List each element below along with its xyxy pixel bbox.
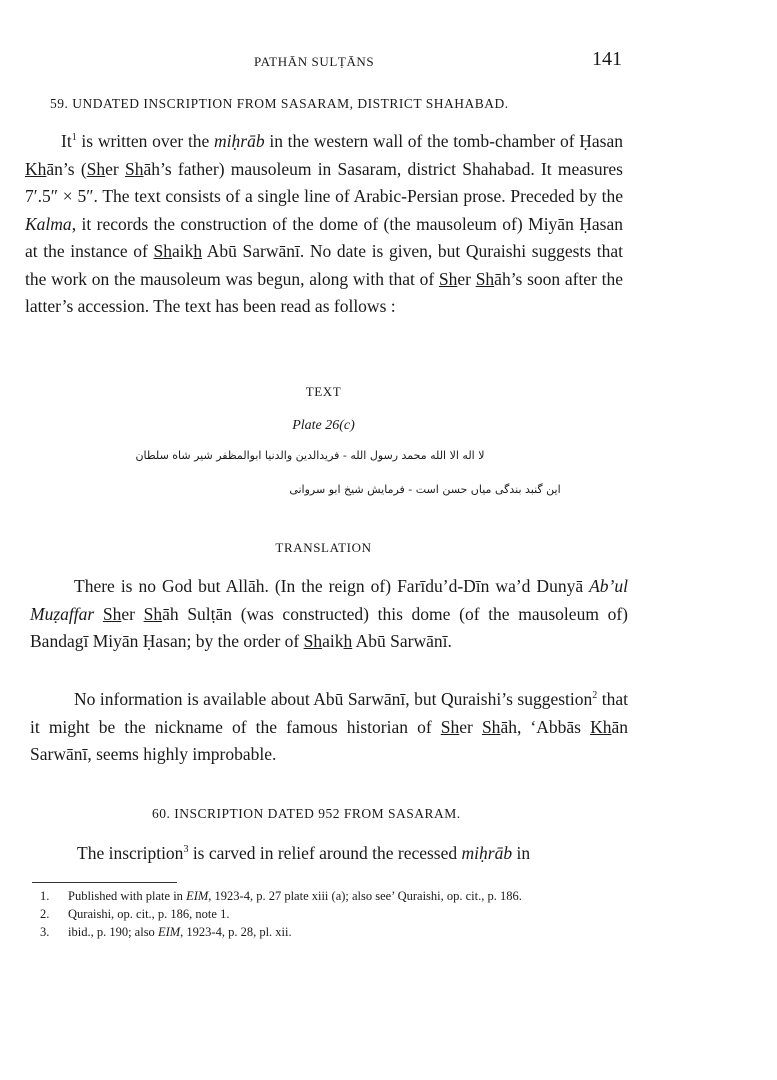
footnote-ref-1: 1 bbox=[71, 132, 77, 144]
footnote-2: 2. Quraishi, op. cit., p. 186, note 1. bbox=[40, 907, 230, 921]
section-60-heading: 60. INSCRIPTION DATED 952 FROM SASARAM. bbox=[152, 806, 461, 821]
text-label: TEXT bbox=[305, 384, 342, 399]
footnote-ref-2: 2 bbox=[592, 690, 598, 702]
section-59-heading: 59. UNDATED INSCRIPTION FROM SASARAM, DISTRICT SHAHABAD. bbox=[50, 96, 509, 111]
translation-paragraph: There is no God but Allāh. (In the reign of) Farīdu’d-Dīn wa’d Dunyā Ab’ul Muẓaffar Sher Shāh Sulṭān (was constructed) this dome (of the mausoleum of) Bandagī Miyān Ḥasan; by the order of Shaikh Abū Sarwānī. bbox=[30, 576, 629, 651]
arabic-text-line-2: این گنبد بندگی میاں حسن است - فرمایش شیخ ابو سروانی bbox=[289, 483, 561, 496]
footnote-divider bbox=[32, 882, 177, 883]
running-title: PATHĀN SULṬĀNS bbox=[254, 54, 375, 69]
commentary-paragraph: No information is available about Abū Sarwānī, but Quraishi’s suggestion$^2$ that it might be the nickname of the famous historian of Sher Shāh, ‘Abbās Khān Sarwānī, seems highly improbable. bbox=[30, 689, 628, 764]
arabic-text-line-1: لا اله الا الله محمد رسول الله - فریدالدین والدنیا ابوالمظفر شیر شاه سلطان bbox=[135, 449, 485, 462]
section-59-paragraph: It$^1$ is written over the miḥrāb in the western wall of the tomb-chamber of Ḥasan Khān’s (Sher Shāh’s father) mausoleum in Sasaram, district Shahabad. It measures 7′.5″ × 5″. The text consists of a single line of Arabic-Persian prose. Preceded by the Kalma, it records the construction of the dome of (the mausoleum of) Miyān Ḥasan at the instance of Shaikh Abū Sarwānī. No date is given, but Quraishi suggests that the work on the mausoleum was begun, along with that of Sher Shāh’s soon after the latter’s accession. The text has been read as follows : bbox=[25, 131, 623, 316]
plate-reference: Plate 26(c) bbox=[292, 418, 355, 433]
footnote-3: 3. ibid., p. 190; also EIM, 1923-4, p. 28, pl. xii. bbox=[40, 925, 292, 939]
footnotes bbox=[40, 887, 640, 941]
page-number: 141 bbox=[592, 48, 622, 70]
footnote-ref-3: 3 bbox=[183, 844, 189, 856]
translation-label: TRANSLATION bbox=[275, 540, 372, 555]
section-60-paragraph: The inscription$^3$ is carved in relief around the recessed miḥrāb in bbox=[77, 843, 531, 863]
footnote-1: 1. Published with plate in EIM, 1923-4, p. 27 plate xiii (a); also see’ Quraishi, op. cit., p. 186. bbox=[40, 889, 522, 903]
